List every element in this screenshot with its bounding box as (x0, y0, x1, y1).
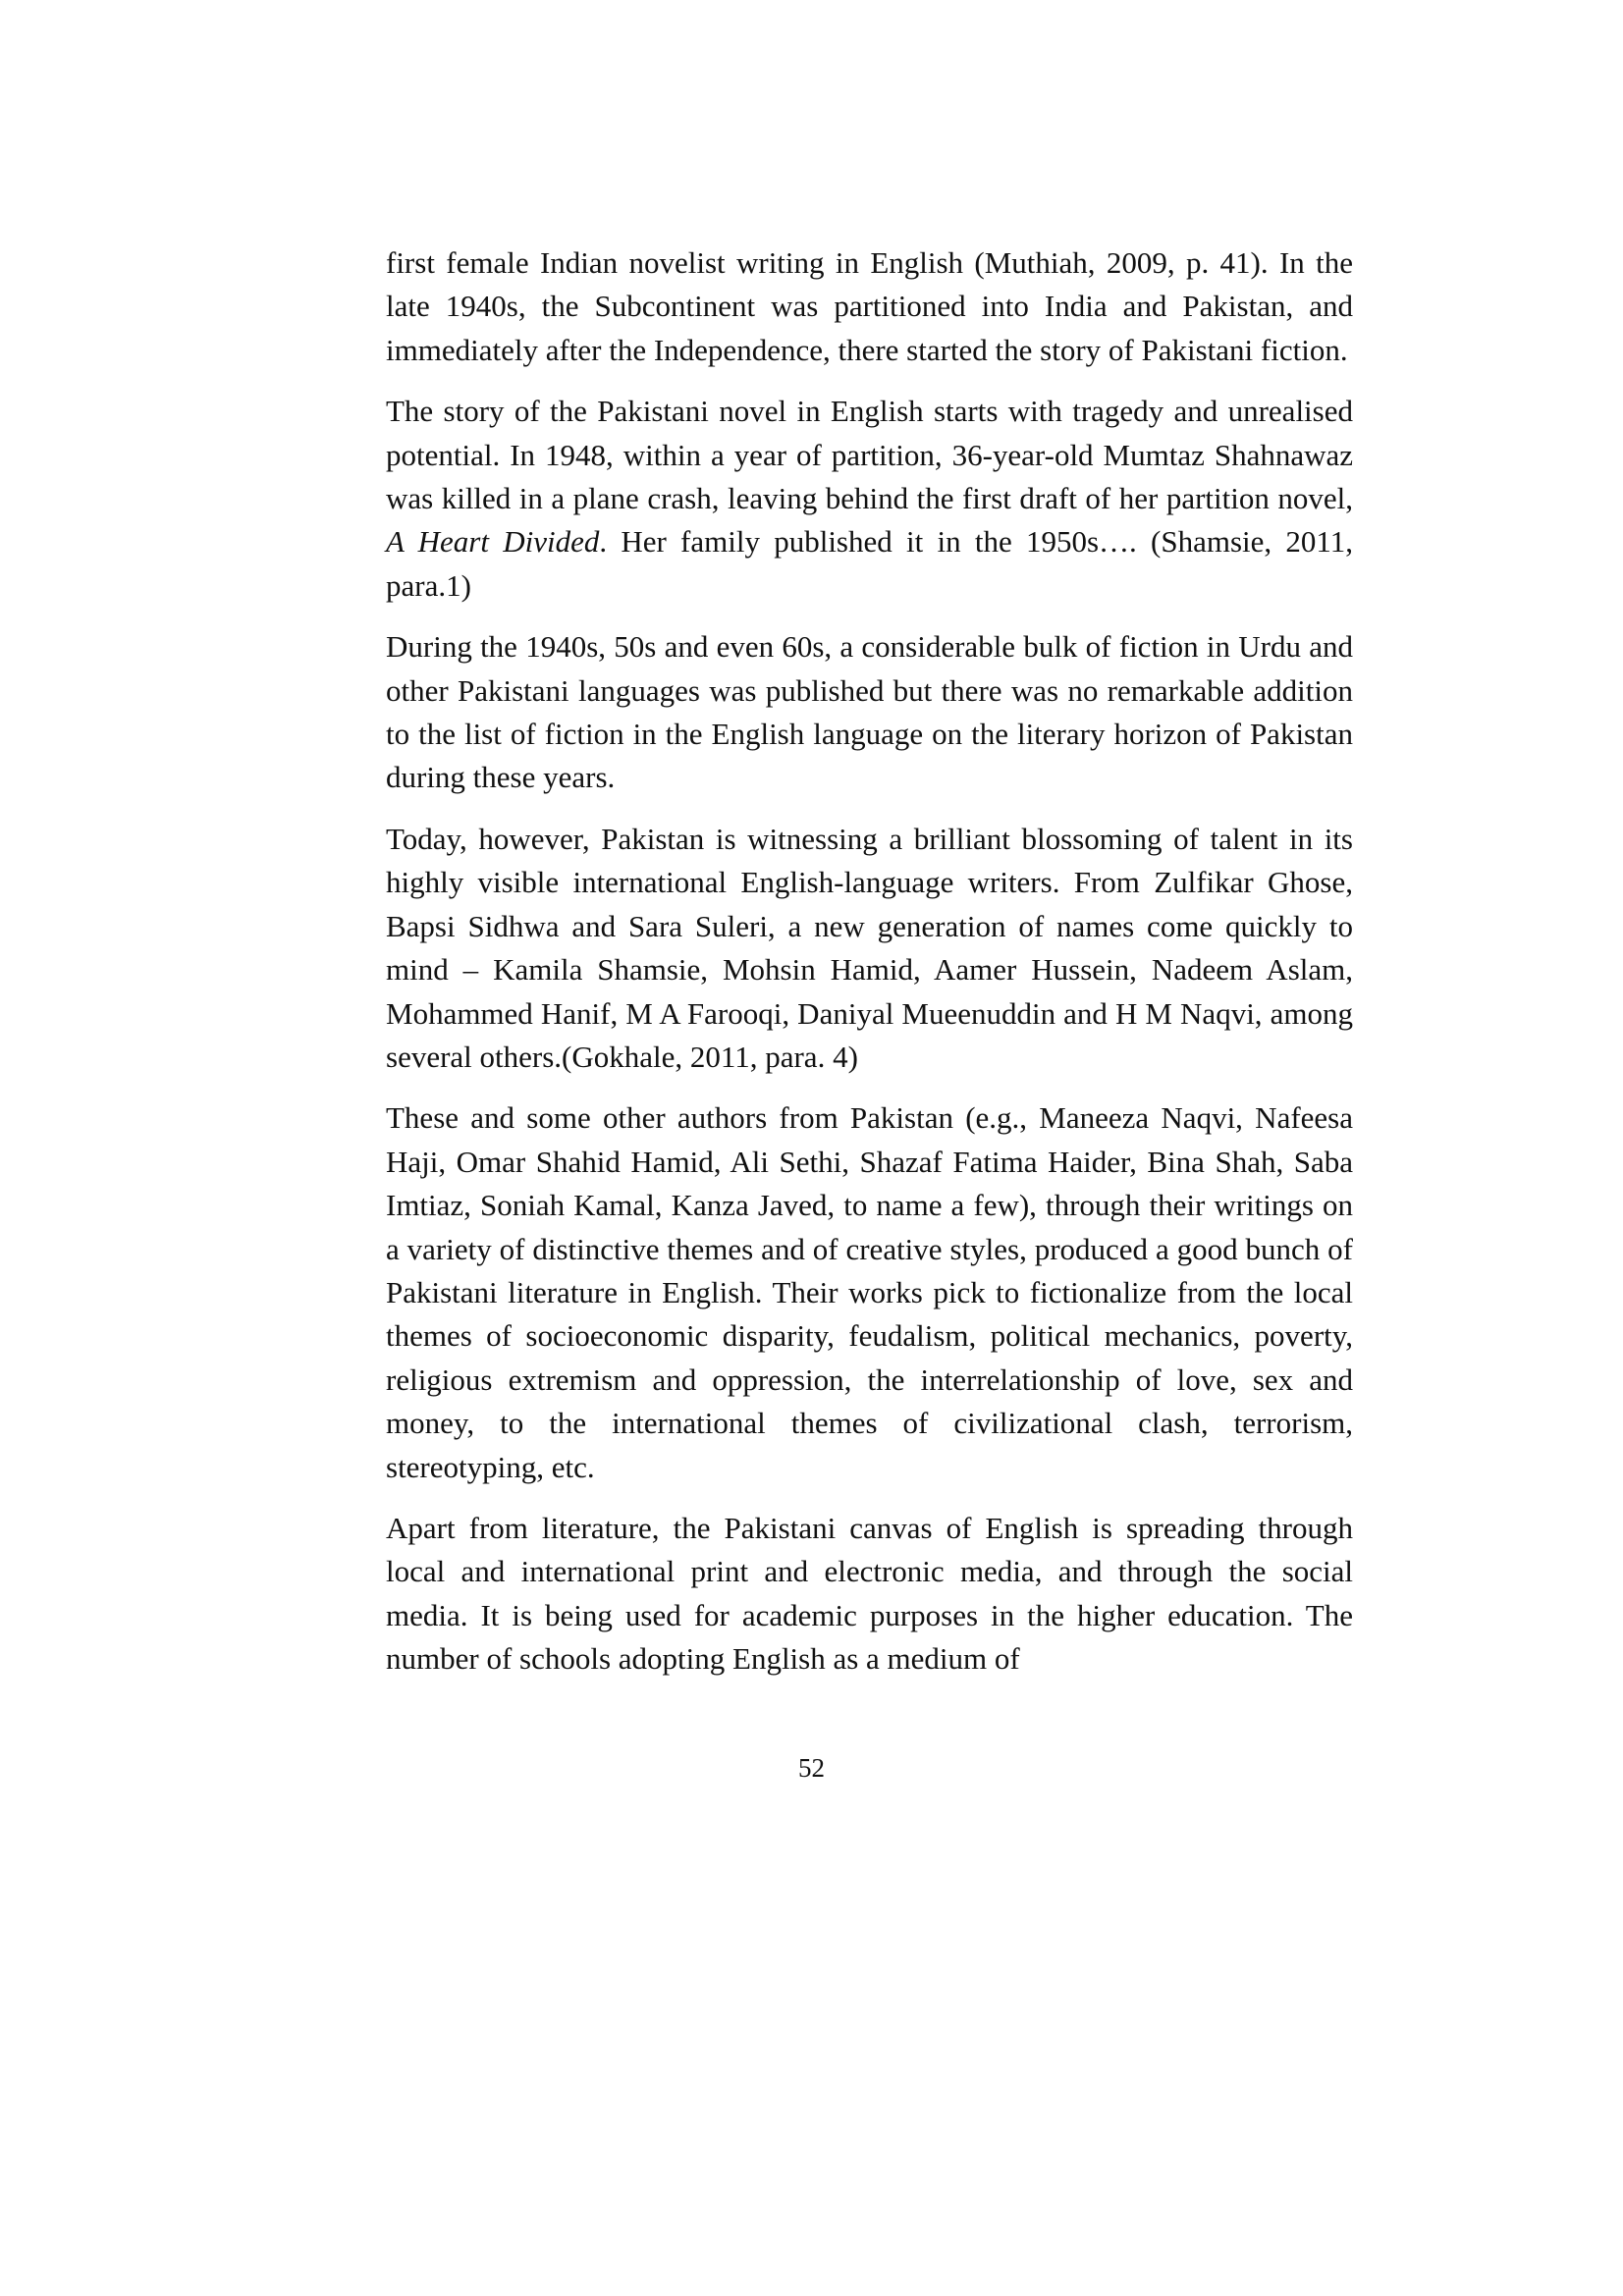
page-number: 52 (798, 1753, 825, 1783)
paragraph-4-quote: Today, however, Pakistan is witnessing a brilliant blossoming of talent in its highly visible international English-language writers. From Zulfikar Ghose, Bapsi Sidhwa and Sara Suleri, a new generation of names come quickly to mind – Kamila Shamsie, Mohsin Hamid, Aamer Hussein, Nadeem Aslam, Mohammed Hanif, M A Farooqi, Daniyal Mueenuddin and H M Naqvi, among several others.(Gokhale, 2011, para. 4) (386, 821, 1353, 1074)
paragraph-3: During the 1940s, 50s and even 60s, a considerable bulk of fiction in Urdu and other Pakistani languages was published but there was no remarkable addition to the list of fiction in the English language on the literary horizon of Pakistan during these years. (386, 629, 1353, 795)
paragraph-2-text-start: The story of the Pakistani novel in English starts with tragedy and unrealised potential. In 1948, within a year of partition, 36-year-old Mumtaz Shahnawaz was killed in a plane crash, leaving behind the first draft of her partition novel, (386, 394, 1353, 516)
book-title: A Heart Divided (386, 524, 600, 560)
paragraph-5: These and some other authors from Pakistan (e.g., Maneeza Naqvi, Nafeesa Haji, Omar Shahid Hamid, Ali Sethi, Shazaf Fatima Haider, Bina Shah, Saba Imtiaz, Soniah Kamal, Kanza Javed, to name a few), through their writings on a variety of distinctive themes and of creative styles, produced a good bunch of Pakistani literature in English. Their works pick to fictionalize from the local themes of socioeconomic disparity, feudalism, political mechanics, poverty, religious extremism and oppression, the interrelationship of love, sex and money, to the international themes of civilizational clash, terrorism, stereotyping, etc. (386, 1100, 1353, 1484)
body-text (386, 241, 1353, 1699)
paragraph-6: Apart from literature, the Pakistani canvas of English is spreading through local and international print and electronic media, and through the social media. It is being used for academic purposes in the higher education. The number of schools adopting English as a medium of (386, 1510, 1353, 1677)
paragraph-2-quote (386, 390, 1353, 608)
paragraph-1: first female Indian novelist writing in English (Muthiah, 2009, p. 41). In the late 1940s, the Subcontinent was partitioned into India and Pakistan, and immediately after the Independence, there started the story of Pakistani fiction. (386, 245, 1353, 367)
paragraph-2-text-end: . Her family published it in the 1950s…. (Shamsie, 2011, para.1) (386, 524, 1353, 603)
